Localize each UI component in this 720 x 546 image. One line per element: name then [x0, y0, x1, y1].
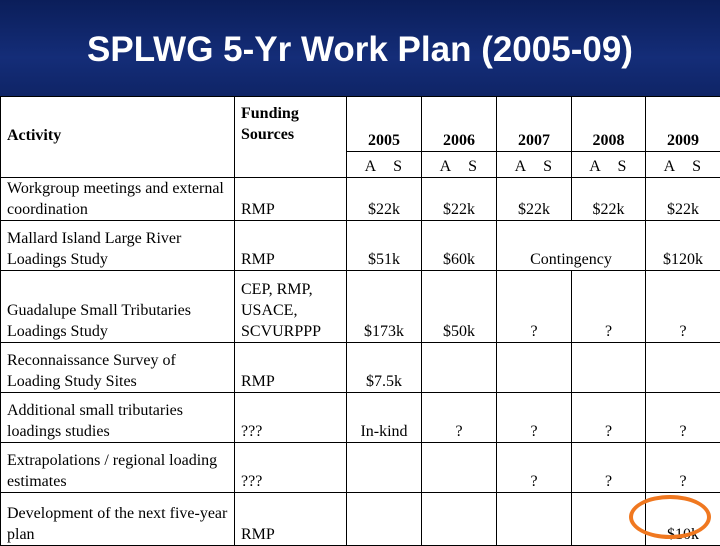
value-cell-2007: [497, 493, 572, 546]
column-header-2008: 2008: [572, 97, 646, 152]
activity-cell: Extrapolations / regional loading estimates: [1, 443, 235, 493]
semester-a: A: [582, 156, 609, 177]
value-cell-2005: In-kind: [347, 393, 422, 443]
table-row: [1, 343, 720, 393]
value-cell-2006: $22k: [422, 178, 497, 221]
value-cell-2007-2008: Contingency: [497, 221, 646, 271]
table-row: [1, 271, 720, 343]
semester-cell-2008: [572, 152, 646, 178]
semester-a: A: [507, 156, 534, 177]
funding-cell: ???: [235, 443, 347, 493]
value-cell-2005: $7.5k: [347, 343, 422, 393]
semester-cell-2005: [347, 152, 422, 178]
funding-cell: RMP: [235, 178, 347, 221]
semester-a: A: [656, 156, 683, 177]
highlight-circle: [629, 495, 711, 539]
funding-cell: RMP: [235, 221, 347, 271]
value-cell-2005: $51k: [347, 221, 422, 271]
table-row: [1, 393, 720, 443]
value-cell-2008: ?: [572, 393, 646, 443]
value-cell-2007: ?: [497, 443, 572, 493]
value-cell-2009: $22k: [646, 178, 720, 221]
table-row: [1, 443, 720, 493]
semester-a: A: [357, 156, 384, 177]
value-cell-2008: $22k: [572, 178, 646, 221]
value-cell-2005: $173k: [347, 271, 422, 343]
semester-cell-2009: [646, 152, 720, 178]
value-cell-2009: ?: [646, 271, 720, 343]
column-header-activity: Activity: [1, 97, 235, 178]
activity-cell: Workgroup meetings and external coordination: [1, 178, 235, 221]
value-cell-2005: $22k: [347, 178, 422, 221]
header-row: [1, 97, 720, 152]
value-cell-2005: [347, 493, 422, 546]
funding-cell: CEP, RMP, USACE, SCVURPPP: [235, 271, 347, 343]
semester-cell-2007: [497, 152, 572, 178]
column-header-funding: Funding Sources: [235, 97, 347, 178]
value-cell-2006: [422, 343, 497, 393]
semester-s: S: [534, 156, 561, 177]
value-cell-2007: $22k: [497, 178, 572, 221]
value-cell-2007: [497, 343, 572, 393]
funding-cell: ???: [235, 393, 347, 443]
value-cell-2007: ?: [497, 393, 572, 443]
semester-s: S: [459, 156, 486, 177]
activity-cell: Guadalupe Small Tributaries Loadings Study: [1, 271, 235, 343]
table-row: [1, 221, 720, 271]
column-header-2009: 2009: [646, 97, 720, 152]
work-plan-table: [0, 96, 720, 546]
table-row: [1, 178, 720, 221]
activity-cell: Reconnaissance Survey of Loading Study Sites: [1, 343, 235, 393]
activity-cell: Development of the next five-year plan: [1, 493, 235, 546]
slide-header: [0, 0, 720, 96]
activity-cell: Additional small tributaries loadings studies: [1, 393, 235, 443]
value-cell-2006: $60k: [422, 221, 497, 271]
funding-cell: RMP: [235, 343, 347, 393]
activity-cell: Mallard Island Large River Loadings Study: [1, 221, 235, 271]
value-cell-2006: $50k: [422, 271, 497, 343]
column-header-2007: 2007: [497, 97, 572, 152]
value-cell-2009: $10k: [646, 493, 720, 546]
value-cell-2006: [422, 443, 497, 493]
semester-s: S: [683, 156, 710, 177]
value-cell-2009: [646, 343, 720, 393]
funding-cell: RMP: [235, 493, 347, 546]
value-cell-2009: $120k: [646, 221, 720, 271]
value-cell-2009: ?: [646, 443, 720, 493]
value-cell-2009: ?: [646, 393, 720, 443]
value-cell-2008: ?: [572, 271, 646, 343]
column-header-2005: 2005: [347, 97, 422, 152]
value-cell-2008: [572, 343, 646, 393]
semester-a: A: [432, 156, 459, 177]
value-cell-2007: ?: [497, 271, 572, 343]
value-cell-2006: ?: [422, 393, 497, 443]
semester-cell-2006: [422, 152, 497, 178]
value-cell-2005: [347, 443, 422, 493]
slide-title: SPLWG 5-Yr Work Plan (2005-09): [0, 30, 720, 70]
semester-s: S: [609, 156, 636, 177]
table-row: [1, 493, 720, 546]
column-header-2006: 2006: [422, 97, 497, 152]
semester-s: S: [384, 156, 411, 177]
value-cell-2008: ?: [572, 443, 646, 493]
value-cell-2006: [422, 493, 497, 546]
